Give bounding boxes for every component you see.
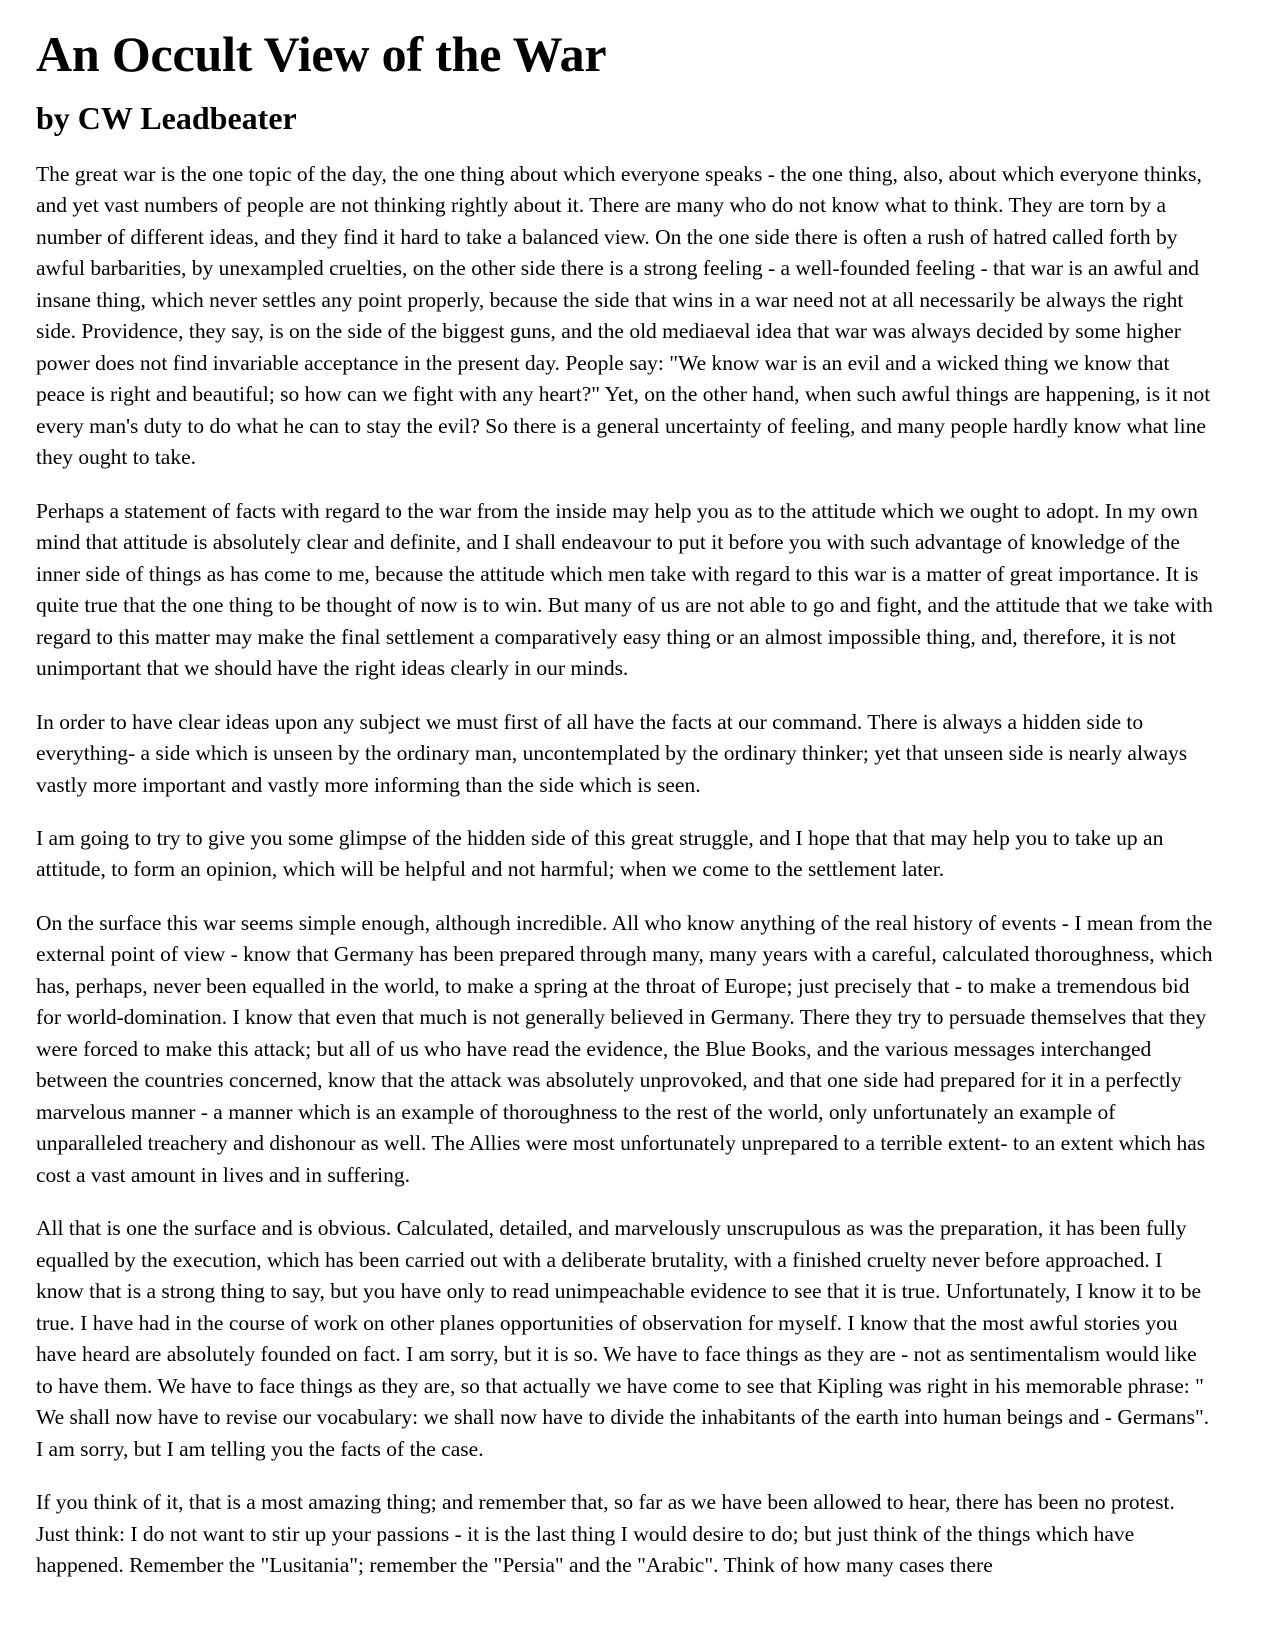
page-title: An Occult View of the War (36, 26, 607, 82)
document-body (36, 159, 1213, 1582)
paragraph: Perhaps a statement of facts with regard to the war from the inside may help you as to the attitude which we ought to adopt. In my own mind that attitude is absolutely clear and definite, and I shall endeavour to put it before you with such advantage of knowledge of the inner side of things as has come to me, because the attitude which men take with regard to this war is a matter of great importance. It is quite true that the one thing to be thought of now is to win. But many of us are not able to go and fight, and the attitude that we take with regard to this matter may make the final settlement a comparatively easy thing or an almost impossible thing, and, therefore, it is not unimportant that we should have the right ideas clearly in our minds. (36, 498, 1213, 681)
paragraph: In order to have clear ideas upon any subject we must first of all have the facts at our command. There is always a hidden side to everything- a side which is unseen by the ordinary man, uncontemplated by the ordinary thinker; yet that unseen side is nearly always vastly more important and vastly more informing than the side which is seen. (36, 709, 1188, 797)
paragraph: On the surface this war seems simple enough, although incredible. All who know anything of the real history of events - I mean from the external point of view - know that Germany has been prepared through many, many years with a careful, calculated thoroughness, which has, perhaps, never been equalled in the world, to make a spring at the throat of Europe; just precisely that - to make a tremendous bid for world-domination. I know that even that much is not generally believed in Germany. There they try to persuade themselves that they were forced to make this attack; but all of us who have read the evidence, the Blue Books, and the various messages interchanged between the countries concerned, know that the attack was absolutely unprovoked, and that one side had prepared for it in a perfectly marvelous manner - a manner which is an example of thoroughness to the rest of the world, only unfortunately an example of unparalleled treachery and dishonour as well. The Allies were most unfortunately unprepared to a terrible extent- to an extent which has cost a vast amount in lives and in suffering. (36, 910, 1213, 1187)
paragraph: If you think of it, that is a most amazing thing; and remember that, so far as we have been allowed to hear, there has been no protest. Just think: I do not want to stir up your passions - it is the last thing I would desire to do; but just think of the things which have happened. Remember the "Lusitania"; remember the "Persia" and the "Arabic". Think of how many cases there (36, 1490, 1175, 1578)
author-byline: by CW Leadbeater (36, 100, 297, 136)
paragraph: I am going to try to give you some glimpse of the hidden side of this great struggle, and I hope that that may help you to take up an attitude, to form an opinion, which will be helpful and not harmful; when we come to the settlement later. (36, 826, 1164, 882)
paragraph: The great war is the one topic of the day, the one thing about which everyone speaks - the one thing, also, about which everyone thinks, and yet vast numbers of people are not thinking rightly about it. There are many who do not know what to think. They are torn by a number of different ideas, and they find it hard to take a balanced view. On the one side there is often a rush of hatred called forth by awful barbarities, by unexampled cruelties, on the other side there is a strong feeling - a well-founded feeling - that war is an awful and insane thing, which never settles any point properly, because the side that wins in a war need not at all necessarily be always the right side. Providence, they say, is on the side of the biggest guns, and the old mediaeval idea that war was always decided by some higher power does not find invariable acceptance in the present day. People say: "We know war is an evil and a wicked thing we know that peace is right and beautiful; so how can we fight with any heart?" Yet, on the other hand, when such awful things are happening, is it not every man's duty to do what he can to stay the evil? So there is a general uncertainty of feeling, and many people hardly know what line they ought to take. (36, 161, 1211, 470)
paragraph: All that is one the surface and is obvious. Calculated, detailed, and marvelously unscrupulous as was the preparation, it has been fully equalled by the execution, which has been carried out with a deliberate brutality, with a finished cruelty never before approached. I know that is a strong thing to say, but you have only to read unimpeachable evidence to see that it is true. Unfortunately, I know it to be true. I have had in the course of work on other planes opportunities of observation for myself. I know that the most awful stories you have heard are absolutely founded on fact. I am sorry, but it is so. We have to face things as they are - not as sentimentalism would like to have them. We have to face things as they are, so that actually we have come to see that Kipling was right in his memorable phrase: " We shall now have to revise our vocabulary: we shall now have to divide the inhabitants of the earth into human beings and - Germans". I am sorry, but I am telling you the facts of the case. (36, 1216, 1210, 1461)
